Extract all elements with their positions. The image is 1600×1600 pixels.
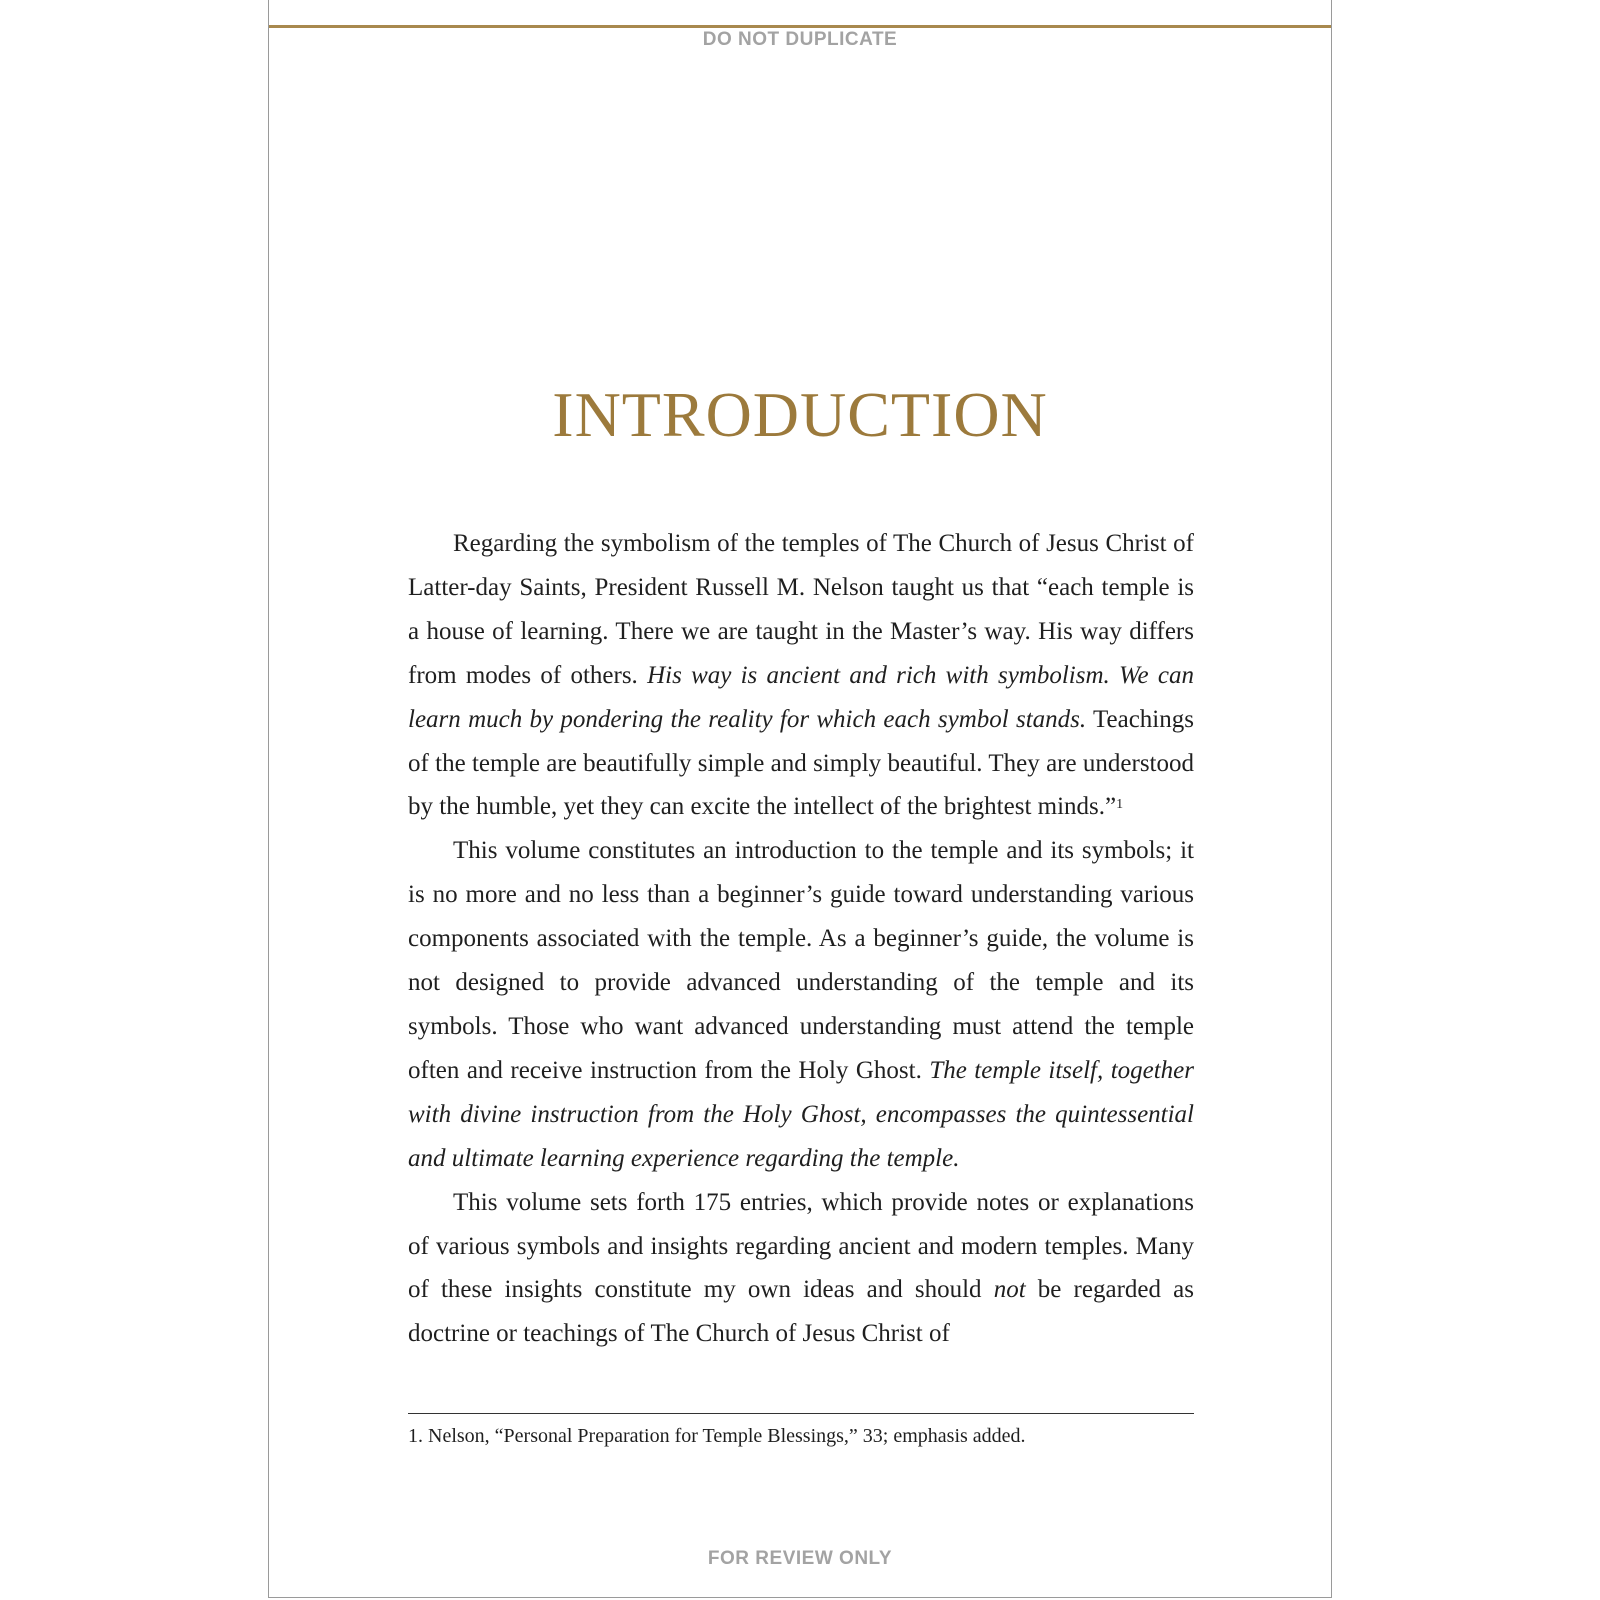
book-page [268,0,1332,1598]
paragraph-2 [408,829,1194,1180]
paragraph-3 [408,1181,1194,1357]
paragraph-3-emphasis: not [993,1276,1026,1304]
paragraph-1 [408,522,1194,829]
page-title: INTRODUCTION [552,379,1048,450]
body-text [408,522,1194,1356]
paragraph-2-text-a: This volume constitutes an introduction to the temple and its symbols; it is no more and no less than a beginner’s guide toward understanding various components associated with the temple. As a beginner’s guide, the volume is not designed to provide advanced understanding of the temple and its symbols. Those who want advanced understanding must attend the temple often and receive instruction from the Holy Ghost. [408,837,1194,1084]
paragraph-1-text-b: Teachings of the temple are beautifully simple and simply beautiful. They are understood by the humble, yet they can excite the intellect of the brightest minds.” [408,705,1194,821]
watermark-bottom: FOR REVIEW ONLY [707,1548,893,1569]
top-rule [269,25,1331,28]
footnote: 1. Nelson, “Personal Preparation for Temple Blessings,” 33; emphasis added. [408,1425,1026,1447]
paragraph-3-text-a: This volume sets forth 175 entries, which provide notes or explanations of various symbols and insights regarding ancient and modern temples. Many of these insights constitute my own ideas and should [408,1188,1194,1304]
paragraph-1-text-a: Regarding the symbolism of the temples of The Church of Jesus Christ of Latter-day Saints, President Russell M. Nelson taught us that “each temple is a house of learning. There we are taught in the Master’s way. His way differs from modes of others. [408,530,1194,689]
watermark-top: DO NOT DUPLICATE [702,29,898,50]
footnote-divider [408,1413,1194,1414]
footnote-reference[interactable]: 1 [1116,797,1124,813]
paragraph-2-emphasis: The temple itself, together with divine instruction from the Holy Ghost, encompasses the quintessential and ultimate learning experience regarding the temple. [408,1056,1195,1172]
paragraph-3-text-b: be regarded as doctrine or teachings of The Church of Jesus Christ of [408,1276,1194,1348]
paragraph-1-emphasis: His way is ancient and rich with symbolism. We can learn much by pondering the reality for which each symbol stands. [408,661,1195,733]
